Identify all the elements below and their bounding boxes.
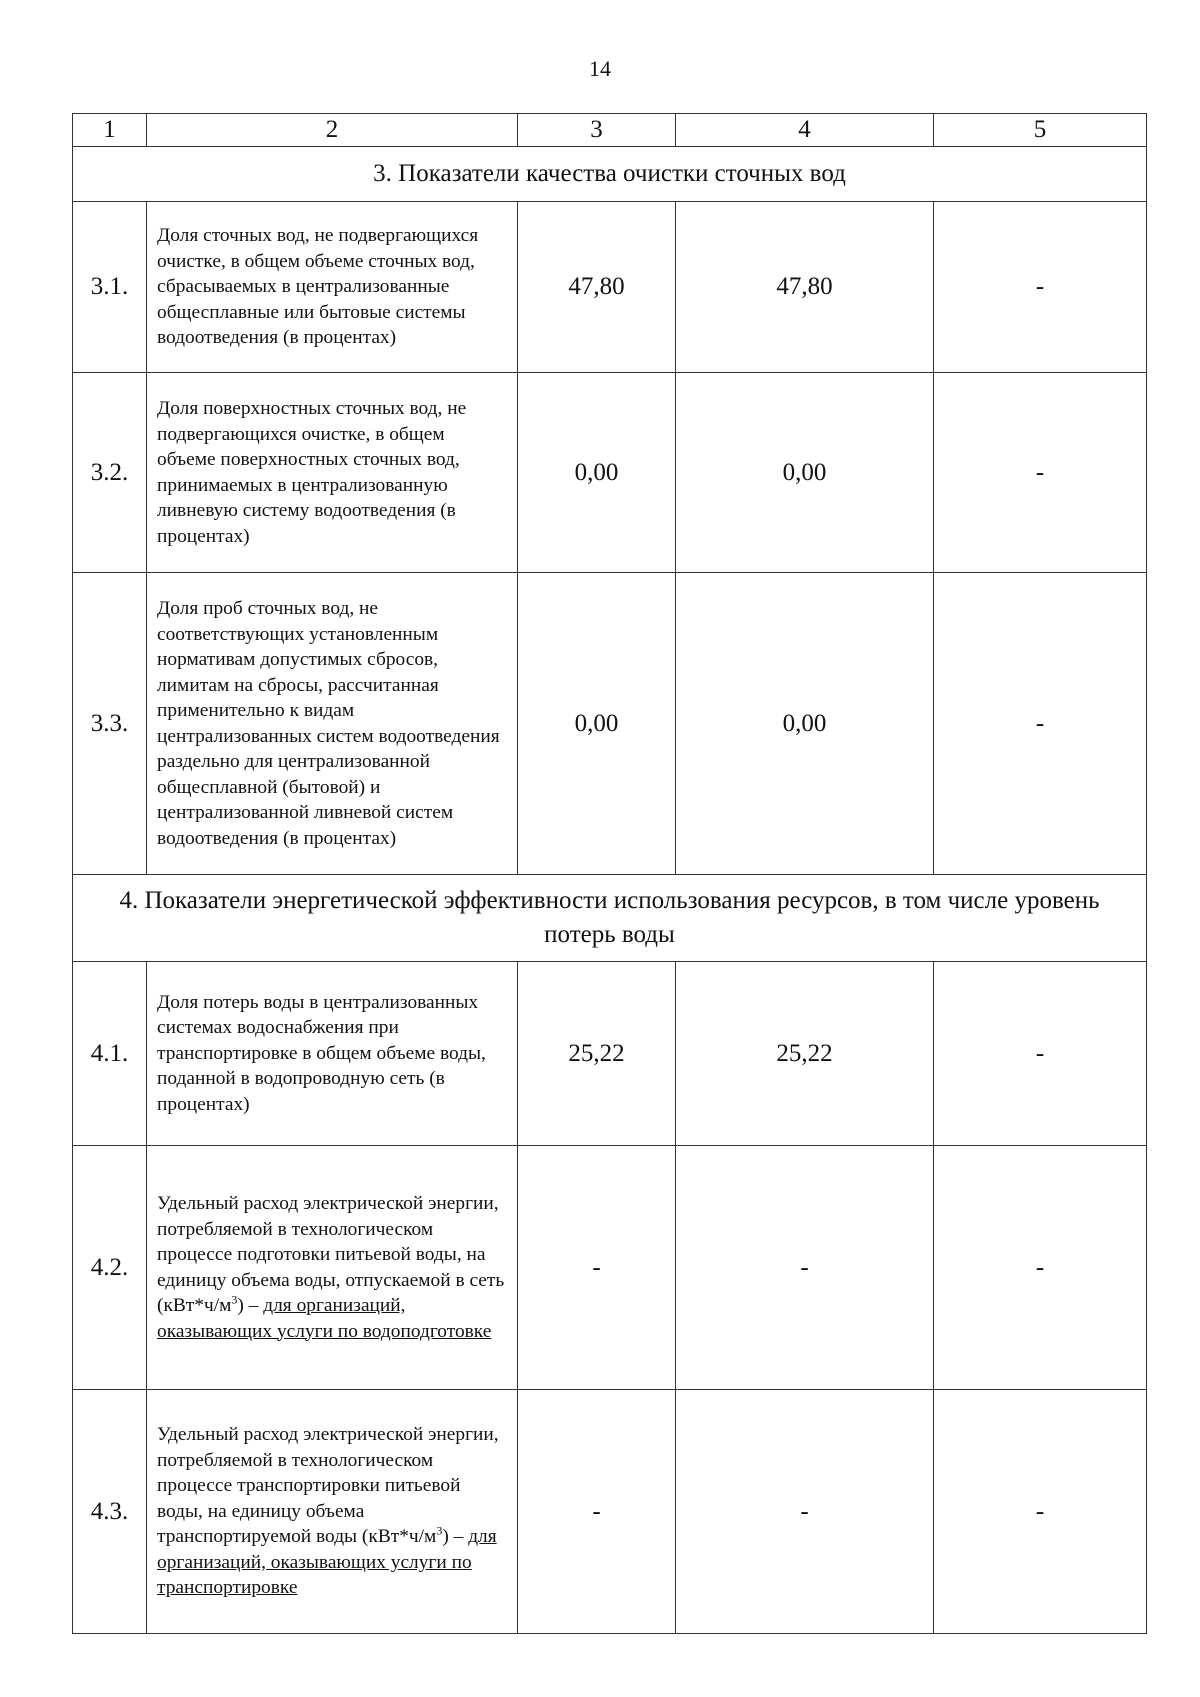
value-col3: - (518, 1146, 676, 1390)
value-col4: - (676, 1390, 934, 1634)
column-header: 1 (73, 114, 147, 147)
value-col5: - (934, 1390, 1147, 1634)
superscript: 3 (231, 1292, 238, 1307)
row-number: 4.3. (73, 1390, 147, 1634)
description-text: Удельный расход электрической энергии, потребляемой в технологическом процессе подготовки питьевой воды, на единицу объема воды, отпускаемой в сеть (кВт*ч/м (157, 1193, 505, 1316)
value-col4: 47,80 (676, 202, 934, 373)
value-col3: - (518, 1390, 676, 1634)
value-col3: 0,00 (518, 573, 676, 875)
row-description: Доля поверхностных сточных вод, не подвергающихся очистке, в общем объеме поверхностных сточных вод, принимаемых в централизованную ливневую систему водоотведения (в процентах) (147, 373, 518, 573)
section-4-title: 4. Показатели энергетической эффективности использования ресурсов, в том числе уровень потерь воды (73, 875, 1147, 962)
column-header: 2 (147, 114, 518, 147)
section-3-title: 3. Показатели качества очистки сточных вод (73, 147, 1147, 202)
value-col5: - (934, 962, 1147, 1146)
page-number: 14 (589, 56, 611, 81)
row-description (147, 1390, 518, 1634)
value-col4: 0,00 (676, 373, 934, 573)
row-number: 3.2. (73, 373, 147, 573)
value-col5: - (934, 573, 1147, 875)
row-number: 4.2. (73, 1146, 147, 1390)
description-text: ) – (442, 1526, 469, 1548)
underlined-note: для организаций, оказывающих услуги по водоподготовке (157, 1295, 492, 1342)
value-col5: - (934, 1146, 1147, 1390)
value-col4: 25,22 (676, 962, 934, 1146)
value-col3: 25,22 (518, 962, 676, 1146)
row-description (147, 1146, 518, 1390)
table-row (73, 962, 1147, 1146)
column-header-row (73, 114, 1147, 147)
row-number: 4.1. (73, 962, 147, 1146)
table-row (73, 202, 1147, 373)
row-description: Доля потерь воды в централизованных системах водоснабжения при транспортировке в общем объеме воды, поданной в водопроводную сеть (в процентах) (147, 962, 518, 1146)
description-text: Удельный расход электрической энергии, потребляемой в технологическом процессе транспортировки питьевой воды, на единицу объема транспортируемой воды (кВт*ч/м (157, 1424, 499, 1548)
column-header: 3 (518, 114, 676, 147)
value-col3: 47,80 (518, 202, 676, 373)
value-col5: - (934, 202, 1147, 373)
superscript: 3 (436, 1523, 443, 1538)
value-col3: 0,00 (518, 373, 676, 573)
table-row (73, 573, 1147, 875)
table-row (73, 1390, 1147, 1634)
column-header: 4 (676, 114, 934, 147)
indicators-table (72, 113, 1147, 1634)
row-number: 3.1. (73, 202, 147, 373)
underlined-note: для организаций, оказывающих услуги по транспортировке (157, 1526, 497, 1599)
value-col5: - (934, 373, 1147, 573)
column-header: 5 (934, 114, 1147, 147)
row-number: 3.3. (73, 573, 147, 875)
table-row (73, 373, 1147, 573)
table-row (73, 1146, 1147, 1390)
description-text: ) – (237, 1295, 264, 1316)
section-heading-row (73, 147, 1147, 202)
value-col4: - (676, 1146, 934, 1390)
value-col4: 0,00 (676, 573, 934, 875)
section-heading-row (73, 875, 1147, 962)
row-description: Доля сточных вод, не подвергающихся очистке, в общем объеме сточных вод, сбрасываемых в централизованные общесплавные или бытовые системы водоотведения (в процентах) (147, 202, 518, 373)
row-description: Доля проб сточных вод, не соответствующих установленным нормативам допустимых сбросов, лимитам на сбросы, рассчитанная применительно к видам централизованных систем водоотведения раздельно для централизованной общесплавной (бытовой) и централизованной ливневой систем водоотведения (в процентах) (147, 573, 518, 875)
